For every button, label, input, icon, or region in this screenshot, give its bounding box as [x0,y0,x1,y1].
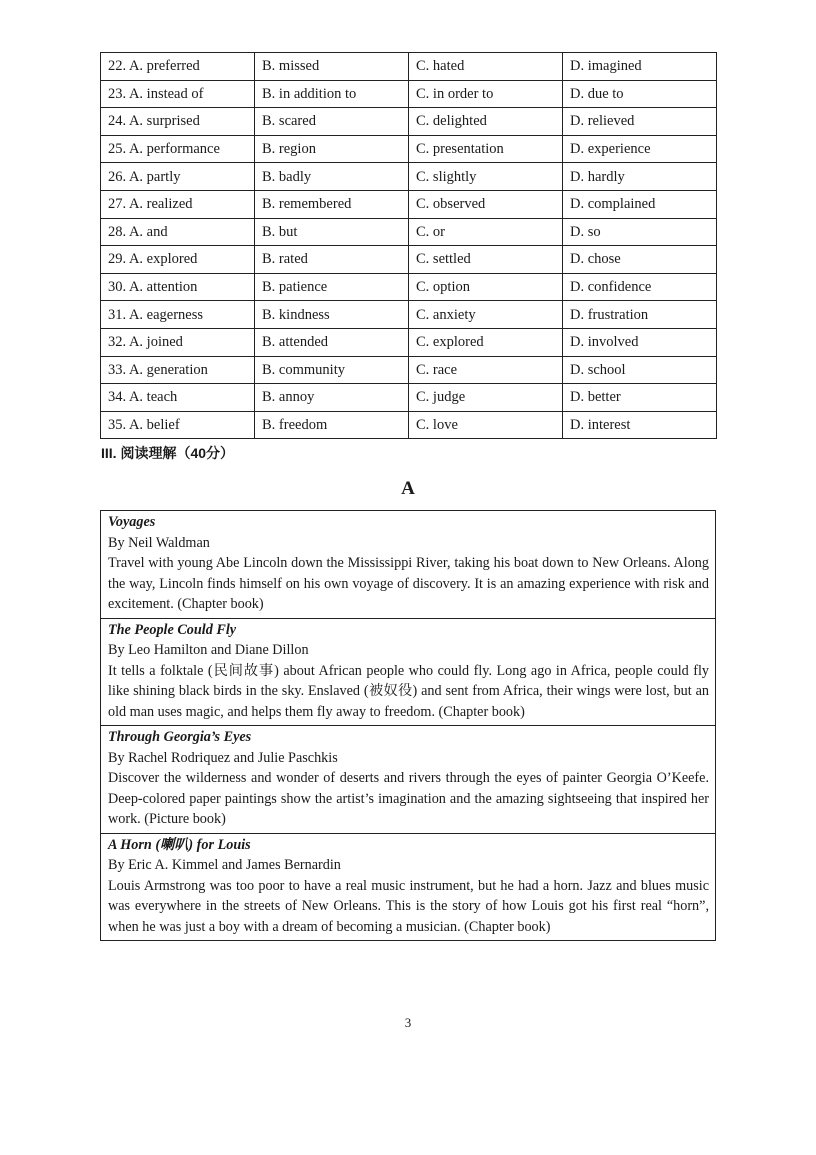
option-cell: 31. A. eagerness [101,301,255,329]
option-row [101,163,717,191]
option-cell: B. freedom [255,411,409,439]
book-list [100,510,716,941]
option-cell: B. patience [255,273,409,301]
option-cell: 27. A. realized [101,190,255,218]
option-cell: C. judge [409,384,563,412]
book-author: By Neil Waldman [108,534,210,551]
option-cell: B. region [255,135,409,163]
option-cell: B. community [255,356,409,384]
option-cell: C. love [409,411,563,439]
option-cell: 32. A. joined [101,328,255,356]
book-description: Discover the wilderness and wonder of deserts and rivers through the eyes of painter Georgia O’Keefe. Deep-colored paper paintings show the artist’s imagination and the amazing sightseeing that inspired her work. (Picture book) [108,770,709,827]
option-cell: D. interest [563,411,717,439]
option-row [101,411,717,439]
book-entry [101,511,715,618]
option-cell: C. explored [409,328,563,356]
option-cell: B. badly [255,163,409,191]
cloze-options-table [100,52,717,439]
option-row [101,108,717,136]
book-entry [101,725,715,833]
option-cell: 23. A. instead of [101,80,255,108]
book-title: Through Georgia’s Eyes [108,729,252,745]
book-entry [101,833,715,941]
option-row [101,328,717,356]
option-cell: D. confidence [563,273,717,301]
option-cell: C. presentation [409,135,563,163]
page-number: 3 [404,1015,412,1030]
option-cell: C. delighted [409,108,563,136]
option-cell: 24. A. surprised [101,108,255,136]
option-cell: D. better [563,384,717,412]
book-description: Louis Armstrong was too poor to have a real music instrument, but he had a horn. Jazz and blues music was everywhere in the streets of New Orleans. This is the story of how Louis got his first real “horn”, when he was just a boy with a dream of becoming a musician. (Chapter book) [108,877,709,935]
option-cell: D. chose [563,246,717,274]
option-cell: D. school [563,356,717,384]
option-cell: 35. A. belief [101,411,255,439]
book-entry [101,618,715,726]
option-cell: C. or [409,218,563,246]
option-cell: D. frustration [563,301,717,329]
book-author: By Leo Hamilton and Diane Dillon [108,642,309,658]
options-table-body [101,53,717,439]
option-cell: 29. A. explored [101,246,255,274]
option-cell: B. scared [255,108,409,136]
option-row [101,301,717,329]
option-row [101,53,717,81]
option-row [101,190,717,218]
option-cell: 30. A. attention [101,273,255,301]
option-row [101,135,717,163]
option-cell: D. experience [563,135,717,163]
option-row [101,273,717,301]
option-cell: D. relieved [563,108,717,136]
option-cell: D. involved [563,328,717,356]
option-cell: C. option [409,273,563,301]
option-row [101,80,717,108]
option-cell: B. attended [255,328,409,356]
option-cell: 26. A. partly [101,163,255,191]
option-row [101,384,717,412]
option-cell: D. complained [563,190,717,218]
option-cell: C. slightly [409,163,563,191]
book-title: A Horn (喇叭) for Louis [108,836,251,853]
option-row [101,356,717,384]
option-cell: 25. A. performance [101,135,255,163]
option-cell: C. race [409,356,563,384]
option-cell: 28. A. and [101,218,255,246]
option-cell: C. observed [409,190,563,218]
option-cell: D. imagined [563,53,717,81]
option-cell: D. so [563,218,717,246]
book-description: Travel with young Abe Lincoln down the Mississippi River, taking his boat down to New Orleans. Along the way, Lincoln finds himself on his own voyage of discovery. It is an amazing experience with risk and excitement. (Chapter book) [108,555,709,612]
section-heading: III. 阅读理解（40分） [101,445,235,461]
book-author: By Eric A. Kimmel and James Bernardin [108,857,341,873]
book-description: It tells a folktale (民间故事) about African people who could fly. Long ago in Africa, people could fly like shining black birds in the sky. Enslaved (被奴役) and sent from Africa, their wings were lost, but an old man uses magic, and helps them fly away to freedom. (Chapter book) [108,662,709,720]
book-title: Voyages [108,514,156,530]
option-cell: B. annoy [255,384,409,412]
book-author: By Rachel Rodriquez and Julie Paschkis [108,749,338,766]
option-cell: B. kindness [255,301,409,329]
option-cell: B. but [255,218,409,246]
option-cell: C. settled [409,246,563,274]
option-cell: B. remembered [255,190,409,218]
passage-letter: A [401,478,415,499]
option-cell: B. missed [255,53,409,81]
option-cell: 34. A. teach [101,384,255,412]
option-cell: C. hated [409,53,563,81]
option-row [101,218,717,246]
option-cell: D. due to [563,80,717,108]
option-cell: C. in order to [409,80,563,108]
option-cell: C. anxiety [409,301,563,329]
option-cell: B. in addition to [255,80,409,108]
option-row [101,246,717,274]
option-cell: D. hardly [563,163,717,191]
option-cell: B. rated [255,246,409,274]
book-title: The People Could Fly [108,621,237,638]
option-cell: 22. A. preferred [101,53,255,81]
option-cell: 33. A. generation [101,356,255,384]
